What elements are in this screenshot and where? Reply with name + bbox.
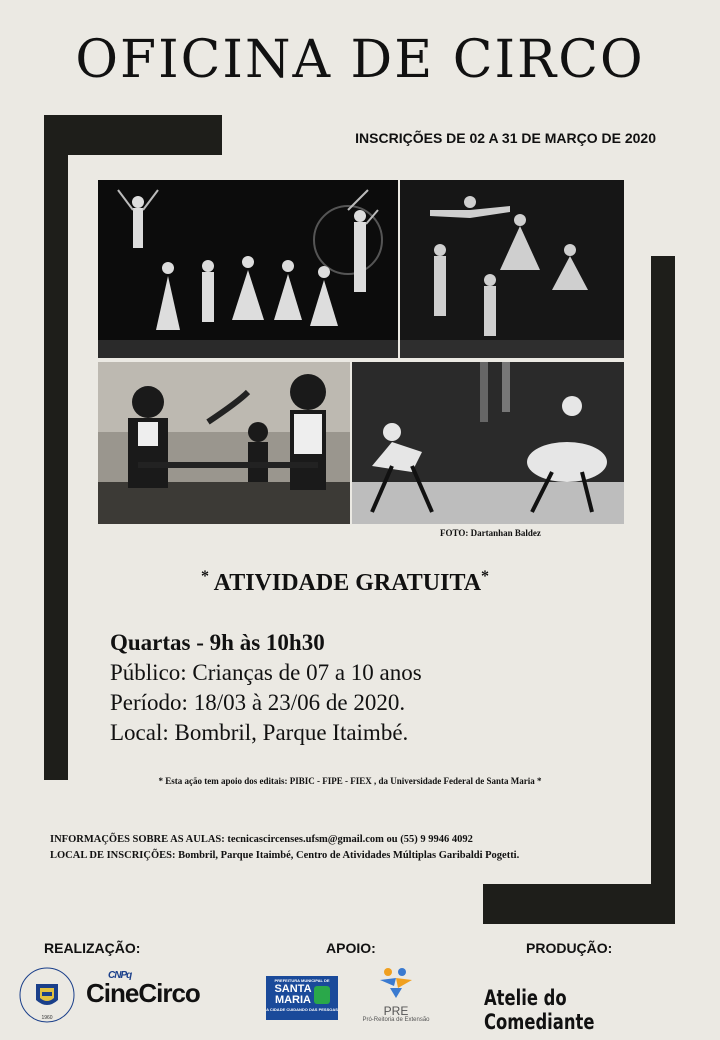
info-registrations: LOCAL DE INSCRIÇÕES: Bombril, Parque Itaimbé, Centro de Atividades Múltiplas Garibaldi Pogetti. [50, 850, 520, 861]
frame-bar-left-top [44, 115, 222, 155]
santa-maria-emblem-icon [314, 986, 330, 1004]
producao-label: PRODUÇÃO: [526, 940, 613, 956]
support-note: * Esta ação tem apoio dos editais: PIBIC - FIPE - FIEX , da Universidade Federal de Santa Maria * [158, 776, 542, 786]
free-activity-text: ATIVIDADE GRATUITA [213, 570, 482, 596]
pre-logo [356, 966, 436, 1026]
schedule-location: Local: Bombril, Parque Itaimbé. [110, 720, 409, 745]
schedule-day: Quartas [110, 630, 191, 655]
schedule-period: Período: 18/03 à 23/06 de 2020. [110, 690, 406, 715]
cinecirco-text: CineCirco [86, 978, 200, 1008]
santa-maria-tagline: A CIDADE CUIDANDO DAS PESSOAS [266, 1007, 338, 1012]
schedule-time: - 9h às 10h30 [190, 630, 325, 655]
cinecirco-logo [86, 970, 200, 1009]
star-right: * [481, 568, 490, 585]
free-activity-banner [0, 568, 690, 597]
photo-clowns-bicycle [98, 362, 350, 524]
photo-dancers [352, 362, 624, 524]
photo-credit: FOTO: Dartanhan Baldez [440, 528, 541, 538]
photo-circus-group-left [98, 180, 398, 358]
registration-dates: INSCRIÇÕES DE 02 A 31 DE MARÇO DE 2020 [355, 130, 656, 146]
schedule-audience: Público: Crianças de 07 a 10 anos [110, 660, 422, 685]
pre-figure-icon [376, 966, 416, 1000]
info-block [50, 832, 519, 864]
santa-maria-name: SANTA MARIA [274, 983, 312, 1006]
apoio-label: APOIO: [326, 940, 376, 956]
frame-bar-right-bottom [483, 884, 675, 924]
ufsm-seal-icon [18, 966, 76, 1024]
schedule-day-time [110, 628, 422, 658]
cnpq-text: CNPq [108, 970, 132, 981]
pre-sub: Pró-Reitoria de Extensão [362, 1017, 430, 1023]
schedule-block [110, 628, 422, 748]
star-left: * [200, 568, 209, 585]
poster-title: OFICINA DE CIRCO [75, 30, 645, 90]
info-classes: INFORMAÇÕES SOBRE AS AULAS: tecnicascircenses.ufsm@gmail.com ou (55) 9 9946 4092 [50, 834, 473, 845]
pre-name: PRE [383, 1004, 409, 1018]
frame-bar-left-side [44, 115, 68, 780]
ufsm-year: 1960 [41, 1015, 53, 1021]
atelie-logo: Atelie do Comediante [484, 986, 595, 1034]
santa-maria-top: PREFEITURA MUNICIPAL DE [274, 978, 330, 983]
photo-circus-group-right [400, 180, 624, 358]
realizacao-label: REALIZAÇÃO: [44, 940, 141, 956]
santa-maria-logo [266, 976, 338, 1020]
